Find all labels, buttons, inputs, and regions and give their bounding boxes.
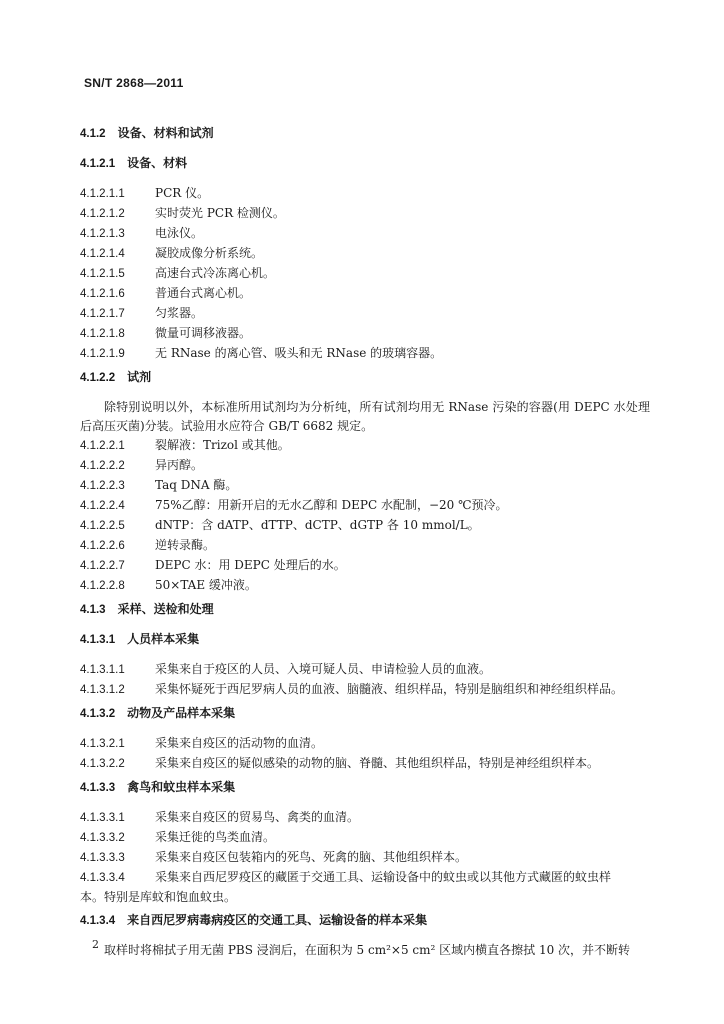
page-number: 2 bbox=[92, 938, 99, 951]
list-item bbox=[80, 456, 650, 476]
clause-text: 采集来自疫区包装箱内的死鸟、死禽的脑、其他组织样本。 bbox=[155, 850, 468, 864]
clause-number: 4.1.2.1.6 bbox=[80, 288, 125, 300]
list-item bbox=[80, 734, 650, 754]
clause-text: 采集迁徙的鸟类血清。 bbox=[155, 830, 276, 844]
clause-number: 4.1.3 bbox=[80, 604, 106, 616]
clause-number: 4.1.2.1.3 bbox=[80, 228, 125, 240]
clause-number: 4.1.2.1.5 bbox=[80, 268, 125, 280]
clause-text: 异丙醇。 bbox=[155, 458, 204, 472]
section-heading bbox=[80, 704, 650, 724]
clause-number: 4.1.3.3 bbox=[80, 782, 116, 794]
clause-number: 4.1.3.4 bbox=[80, 915, 116, 927]
clause-number: 4.1.2.2.2 bbox=[80, 460, 125, 472]
clause-text: 设备、材料和试剂 bbox=[117, 126, 214, 140]
clause-text: 电泳仪。 bbox=[155, 226, 204, 240]
clause-number: 4.1.2.1.9 bbox=[80, 348, 125, 360]
clause-text: 动物及产品样本采集 bbox=[127, 706, 236, 720]
clause-text: 裂解液：Trizol 或其他。 bbox=[155, 438, 290, 452]
clause-text: 采集来自疫区的贸易鸟、禽类的血清。 bbox=[155, 810, 360, 824]
clause-text: 设备、材料 bbox=[127, 156, 188, 170]
list-item bbox=[80, 660, 650, 680]
list-item bbox=[80, 536, 650, 556]
item-continuation: 本。特别是库蚊和饱血蚊虫。 bbox=[80, 890, 237, 904]
list-item bbox=[80, 476, 650, 496]
list-item bbox=[80, 304, 650, 324]
body-paragraph: 除特别说明以外，本标准所用试剂均为分析纯，所有试剂均用无 RNase 污染的容器(用 DEPC 水处理后高压灭菌)分装。试验用水应符合 GB/T 6682 规定。 bbox=[80, 400, 650, 433]
list-item bbox=[80, 828, 650, 848]
clause-text: 高速台式冷冻离心机。 bbox=[155, 266, 276, 280]
document-body bbox=[80, 120, 650, 960]
clause-text: 普通台式离心机。 bbox=[155, 286, 252, 300]
section-heading bbox=[80, 124, 650, 144]
list-item bbox=[80, 204, 650, 224]
clause-number: 4.1.2.2.3 bbox=[80, 480, 125, 492]
section-heading bbox=[80, 778, 650, 798]
clause-number: 4.1.3.3.2 bbox=[80, 832, 125, 844]
clause-number: 4.1.2.1.2 bbox=[80, 208, 125, 220]
list-item bbox=[80, 284, 650, 304]
section-heading bbox=[80, 600, 650, 620]
clause-text: 采集来自疫区的疑似感染的动物的脑、脊髓、其他组织样品，特别是神经组织样本。 bbox=[155, 756, 600, 770]
clause-number: 4.1.2.1.1 bbox=[80, 188, 125, 200]
list-item bbox=[80, 264, 650, 284]
list-item bbox=[80, 496, 650, 516]
clause-number: 4.1.2.1.8 bbox=[80, 328, 125, 340]
list-item bbox=[80, 344, 650, 364]
clause-text: 75%乙醇：用新开启的无水乙醇和 DEPC 水配制，−20 ℃预冷。 bbox=[155, 498, 508, 512]
clause-number: 4.1.3.1.2 bbox=[80, 684, 125, 696]
clause-text: 逆转录酶。 bbox=[155, 538, 216, 552]
section-heading bbox=[80, 154, 650, 174]
section-heading bbox=[80, 911, 650, 931]
list-item bbox=[80, 754, 650, 774]
list-item bbox=[80, 576, 650, 596]
list-item bbox=[80, 184, 650, 204]
list-item bbox=[80, 808, 650, 828]
clause-text: 禽鸟和蚊虫样本采集 bbox=[127, 780, 236, 794]
clause-text: 采集怀疑死于西尼罗病人员的血液、脑髓液、组织样品，特别是脑组织和神经组织样品。 bbox=[155, 682, 624, 696]
list-item bbox=[80, 516, 650, 536]
clause-number: 4.1.2 bbox=[80, 128, 106, 140]
clause-number: 4.1.2.2.7 bbox=[80, 560, 125, 572]
list-item bbox=[80, 324, 650, 344]
list-item bbox=[80, 556, 650, 576]
list-item bbox=[80, 436, 650, 456]
standard-code: SN/T 2868—2011 bbox=[84, 76, 184, 90]
clause-text: 50×TAE 缓冲液。 bbox=[155, 578, 257, 592]
clause-number: 4.1.2.2.6 bbox=[80, 540, 125, 552]
clause-text: 匀浆器。 bbox=[155, 306, 204, 320]
clause-number: 4.1.2.2.5 bbox=[80, 520, 125, 532]
clause-text: Taq DNA 酶。 bbox=[155, 478, 238, 492]
clause-text: 采集来自疫区的活动物的血清。 bbox=[155, 736, 324, 750]
section-heading bbox=[80, 630, 650, 650]
clause-text: 人员样本采集 bbox=[127, 632, 200, 646]
clause-text: 试剂 bbox=[127, 370, 152, 384]
clause-number: 4.1.2.2.4 bbox=[80, 500, 125, 512]
clause-text: DEPC 水：用 DEPC 处理后的水。 bbox=[155, 558, 346, 572]
list-item bbox=[80, 680, 650, 700]
clause-number: 4.1.2.2.1 bbox=[80, 440, 125, 452]
clause-number: 4.1.3.3.3 bbox=[80, 852, 125, 864]
clause-number: 4.1.3.2.1 bbox=[80, 738, 125, 750]
list-item bbox=[80, 224, 650, 244]
clause-text: PCR 仪。 bbox=[155, 186, 210, 200]
clause-number: 4.1.2.1.7 bbox=[80, 308, 125, 320]
clause-text: 凝胶成像分析系统。 bbox=[155, 246, 264, 260]
body-paragraph: 取样时将棉拭子用无菌 PBS 浸润后，在面积为 5 cm²×5 cm² 区域内横直各擦拭 10 次，并不断转 bbox=[104, 943, 631, 957]
clause-text: 实时荧光 PCR 检测仪。 bbox=[155, 206, 285, 220]
clause-number: 4.1.2.1.4 bbox=[80, 248, 125, 260]
list-item bbox=[80, 848, 650, 868]
clause-text: 采集来自西尼罗疫区的藏匿于交通工具、运输设备中的蚊虫或以其他方式藏匿的蚊虫样 bbox=[155, 870, 612, 884]
list-item bbox=[80, 868, 650, 888]
clause-number: 4.1.2.2.8 bbox=[80, 580, 125, 592]
clause-number: 4.1.3.2.2 bbox=[80, 758, 125, 770]
clause-text: 来自西尼罗病毒病疫区的交通工具、运输设备的样本采集 bbox=[127, 913, 428, 927]
clause-text: 采集来自于疫区的人员、入境可疑人员、申请检验人员的血液。 bbox=[155, 662, 492, 676]
clause-text: 无 RNase 的离心管、吸头和无 RNase 的玻璃容器。 bbox=[155, 346, 443, 360]
clause-number: 4.1.3.3.1 bbox=[80, 812, 125, 824]
clause-number: 4.1.3.3.4 bbox=[80, 872, 125, 884]
list-item bbox=[80, 244, 650, 264]
section-heading bbox=[80, 368, 650, 388]
clause-number: 4.1.2.1 bbox=[80, 158, 116, 170]
clause-number: 4.1.3.1.1 bbox=[80, 664, 125, 676]
clause-text: dNTP：含 dATP、dTTP、dCTP、dGTP 各 10 mmol/L。 bbox=[155, 518, 480, 532]
clause-text: 采样、送检和处理 bbox=[117, 602, 214, 616]
clause-text: 微量可调移液器。 bbox=[155, 326, 252, 340]
clause-number: 4.1.2.2 bbox=[80, 372, 116, 384]
clause-number: 4.1.3.2 bbox=[80, 708, 116, 720]
clause-number: 4.1.3.1 bbox=[80, 634, 116, 646]
